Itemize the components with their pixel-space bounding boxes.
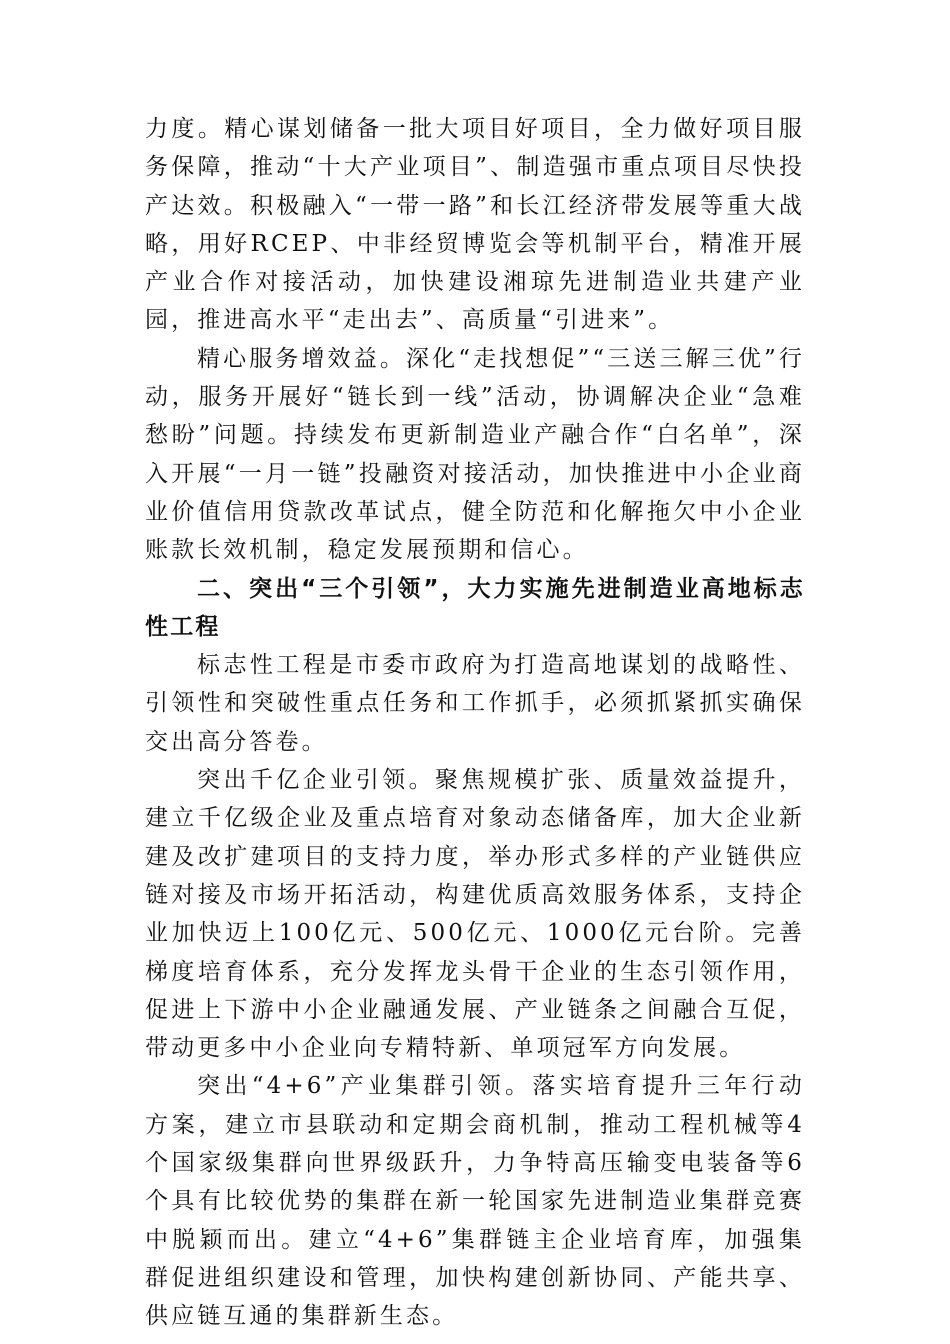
paragraph-landmark-project-intro: 标志性工程是市委市政府为打造高地谋划的战略性、引领性和突破性重点任务和工作抓手，必须抓紧抓实确保交出高分答卷。 <box>145 652 805 755</box>
paragraph-service-efficiency: 精心服务增效益。深化“走找想促”“三送三解三优”行动，服务开展好“链长到一线”活动，协调解决企业“急难愁盼”问题。持续发布更新制造业产融合作“白名单”，深入开展“一月一链”投融资对接活动，加快推进中小企业商业价值信用贷款改革试点，健全防范和化解拖欠中小企业账款长效机制，稳定发展预期和信心。 <box>145 345 805 564</box>
paragraph-continuation: 力度。精心谋划储备一批大项目好项目，全力做好项目服务保障，推动“十大产业项目”、制造强市重点项目尽快投产达效。积极融入“一带一路”和长江经济带发展等重大战略，用好RCEP、中非经贸博览会等机制平台，精准开展产业合作对接活动，加快建设湘琼先进制造业共建产业园，推进高水平“走出去”、高质量“引进来”。 <box>145 116 805 334</box>
document-page <box>145 110 805 1336</box>
paragraph-hundred-billion-enterprise: 突出千亿企业引领。聚焦规模扩张、质量效益提升，建立千亿级企业及重点培育对象动态储备库，加大企业新建及改扩建项目的支持力度，举办形式多样的产业链供应链对接及市场开拓活动，构建优质高效服务体系，支持企业加快迈上100亿元、500亿元、1000亿元台阶。完善梯度培育体系，充分发挥龙头骨干企业的生态引领作用，促进上下游中小企业融通发展、产业链条之间融合互促，带动更多中小企业向专精特新、单项冠军方向发展。 <box>145 767 805 1062</box>
section-heading: 二、突出“三个引领”，大力实施先进制造业高地标志性工程 <box>145 575 805 640</box>
paragraph-industry-cluster: 突出“4+6”产业集群引领。落实培育提升三年行动方案，建立市县联动和定期会商机制，推动工程机械等4个国家级集群向世界级跃升，力争特高压输变电装备等6个具有比较优势的集群在新一轮国家先进制造业集群竞赛中脱颖而出。建立“4+6”集群链主企业培育库，加强集群促进组织建设和管理，加快构建创新协同、产能共享、供应链互通的集群新生态。 <box>145 1073 805 1330</box>
